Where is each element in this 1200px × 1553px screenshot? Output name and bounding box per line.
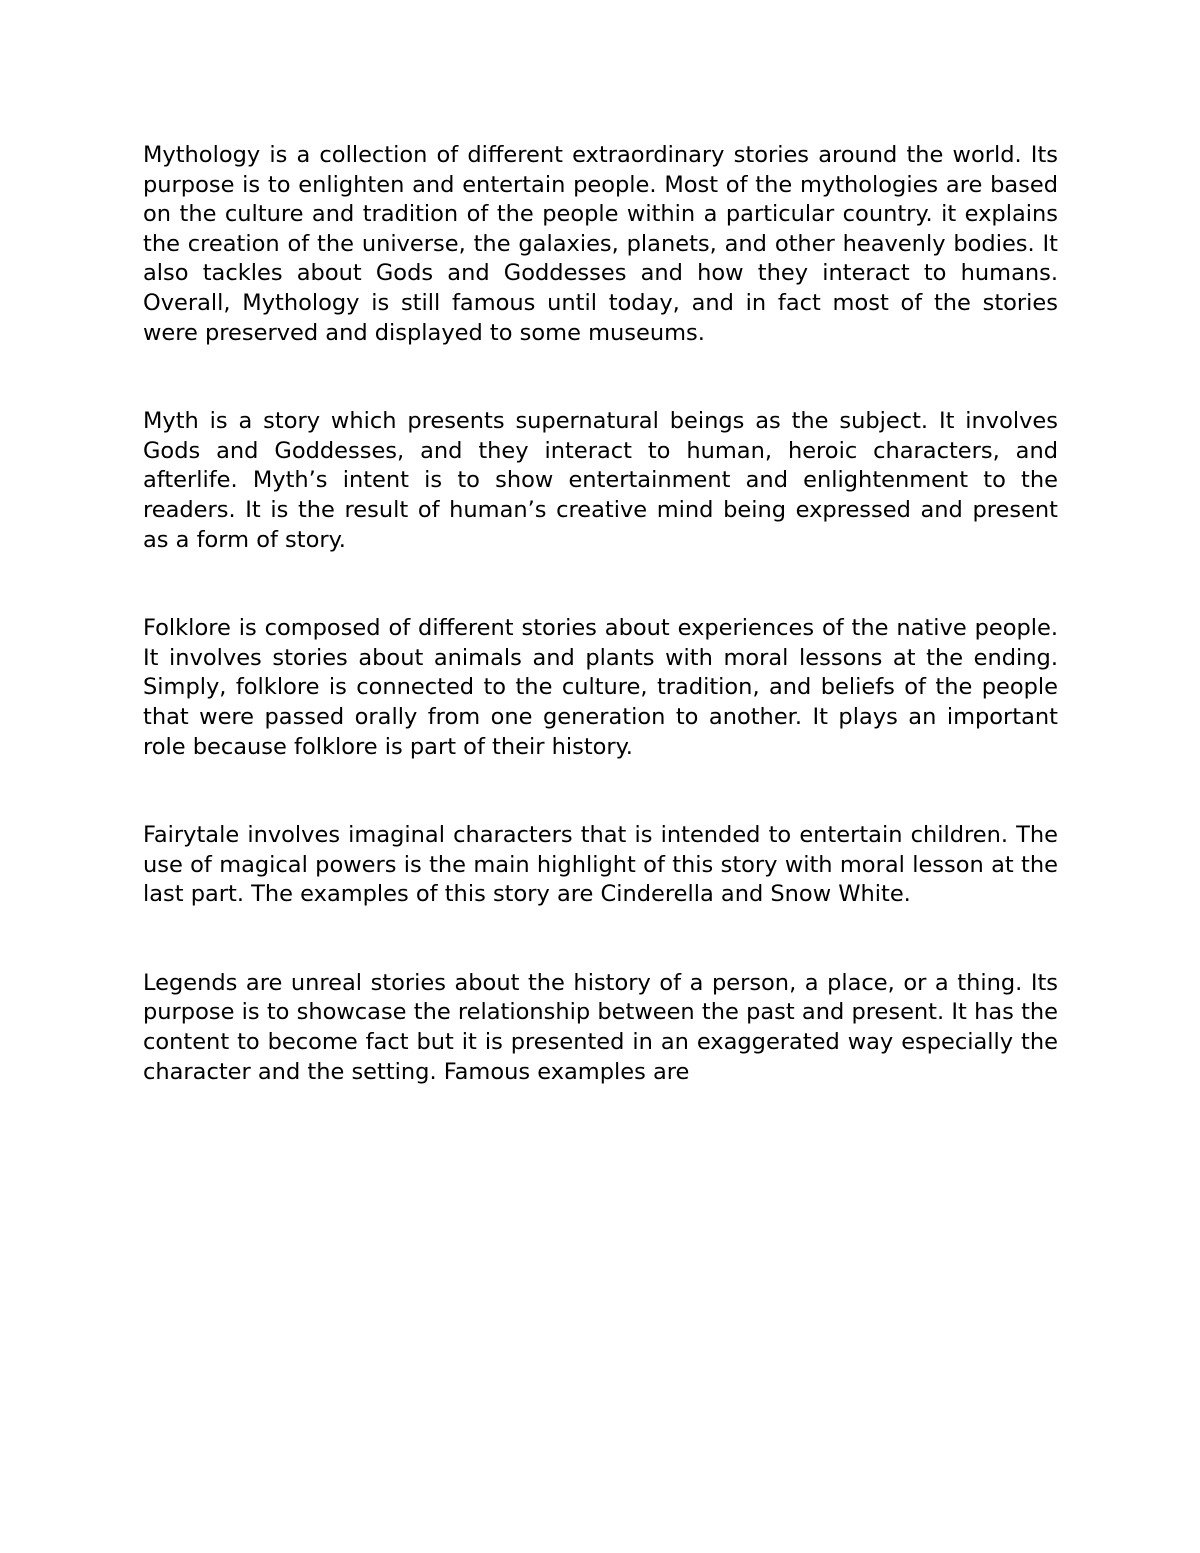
document-body: [143, 141, 1058, 1146]
paragraph-legends: Legends are unreal stories about the history of a person, a place, or a thing. Its purpose is to showcase the relationship between the past and present. It has the content to become fact but it is presented in an exaggerated way especially the character and the setting. Famous examples are: [143, 969, 1058, 1085]
paragraph-mythology: Mythology is a collection of different extraordinary stories around the world. Its purpose is to enlighten and entertain people. Most of the mythologies are based on the culture and tradition of the people within a particular country. it explains the creation of the universe, the galaxies, planets, and other heavenly bodies. It also tackles about Gods and Goddesses and how they interact to humans. Overall, Mythology is still famous until today, and in fact most of the stories were preserved and displayed to some museums.: [143, 142, 1058, 346]
paragraph-folklore: Folklore is composed of different stories about experiences of the native people. It involves stories about animals and plants with moral lessons at the ending. Simply, folklore is connected to the culture, tradition, and beliefs of the people that were passed orally from one generation to another. It plays an important role because folklore is part of their history.: [143, 615, 1058, 760]
paragraph-fairytale: Fairytale involves imaginal characters that is intended to entertain children. The use of magical powers is the main highlight of this story with moral lesson at the last part. The examples of this story are Cinderella and Snow White.: [143, 822, 1058, 908]
paragraph-myth: Myth is a story which presents supernatural beings as the subject. It involves Gods and Goddesses, and they interact to human, heroic characters, and afterlife. Myth’s intent is to show entertainment and enlightenment to the readers. It is the result of human’s creative mind being expressed and present as a form of story.: [143, 408, 1058, 553]
